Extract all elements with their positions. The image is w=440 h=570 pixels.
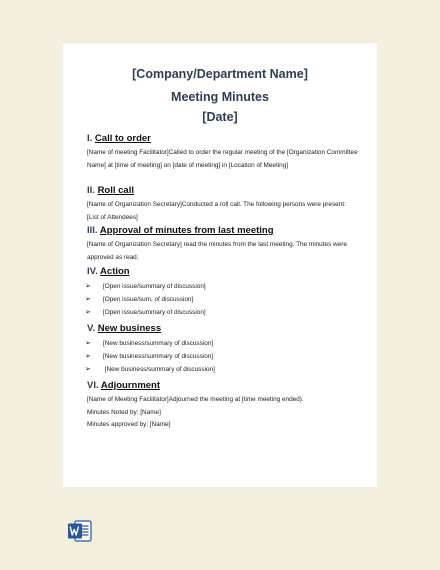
section-number: VI. (87, 380, 99, 391)
arrow-bullet-icon: ➢ (85, 296, 91, 303)
company-name: [Company/Department Name] (132, 67, 308, 81)
new-business-bullet-item (85, 340, 213, 348)
arrow-bullet-icon: ➢ (85, 353, 91, 360)
arrow-bullet-icon: ➢ (85, 366, 91, 373)
section-number: V. (87, 323, 96, 334)
action-bullet-item (85, 283, 206, 291)
bullet-text: [New business/summary of discussion] (103, 353, 214, 360)
paragraph-line: Minutes approved by: [Name] (87, 421, 171, 428)
bullet-text: [Open issue/summary of discussion] (103, 283, 206, 290)
bullet-text: [New business/summary of discussion] (103, 366, 215, 373)
document-title: Meeting Minutes (171, 90, 269, 104)
meeting-date: [Date] (202, 110, 238, 124)
bullet-text: [Open issue/sum, of discussion] (103, 296, 194, 303)
word-document-icon (67, 518, 93, 544)
adjournment-text (87, 394, 363, 432)
new-business-bullet-item (85, 366, 215, 374)
section-heading-roll-call (87, 185, 134, 196)
section-title: Action (100, 266, 130, 277)
section-number: II. (87, 185, 95, 196)
bullet-text: [New business/summary of discussion] (103, 340, 214, 347)
section-heading-approval (87, 225, 274, 236)
section-heading-call-to-order (87, 133, 151, 144)
call-to-order-text (87, 147, 363, 172)
new-business-bullet-item (85, 353, 213, 361)
paragraph-line: [List of Attendees] (87, 213, 138, 221)
section-title: Approval of minutes from last meeting (99, 225, 274, 236)
section-title: Roll call (97, 185, 134, 196)
arrow-bullet-icon: ➢ (85, 340, 91, 347)
approval-text (87, 239, 363, 264)
paragraph-line: [Name of Organization Secretary] read the minutes from the last meeting. The minutes were (87, 241, 347, 248)
paragraph-line: [Name of Organization Secretary]Conducted a roll call. The following persons were present: (87, 201, 346, 208)
paragraph-line: [Name of Meeting Facilitator]Adjourned the meeting at [time meeting ended). (87, 396, 304, 403)
section-number: I. (87, 133, 93, 144)
section-title: Call to order (94, 133, 151, 144)
action-bullet-item (85, 309, 206, 317)
section-title: Adjournment (100, 380, 161, 391)
arrow-bullet-icon: ➢ (85, 309, 91, 316)
paragraph-line: approved as read. (87, 253, 139, 261)
section-title: New business (97, 323, 162, 334)
section-heading-action (87, 266, 130, 277)
paragraph-line: Name] at [time of meeting] on [date of meeting] in [Location of Meeting] (87, 161, 289, 169)
section-heading-adjournment (87, 380, 160, 391)
document-page (63, 43, 377, 487)
paragraph-line: [Name of meeting Facilitator]Called to order the regular meeting of the [Organization Committee (87, 149, 358, 156)
bullet-text: [Open issue/summary of discussion] (103, 309, 206, 316)
action-bullet-item (85, 296, 193, 304)
roll-call-text (87, 199, 363, 224)
section-number: IV. (87, 266, 98, 277)
paragraph-line: Minutes Noted by: [Name] (87, 408, 161, 416)
arrow-bullet-icon: ➢ (85, 283, 91, 290)
section-heading-new-business (87, 323, 161, 334)
section-number: III. (87, 225, 98, 236)
